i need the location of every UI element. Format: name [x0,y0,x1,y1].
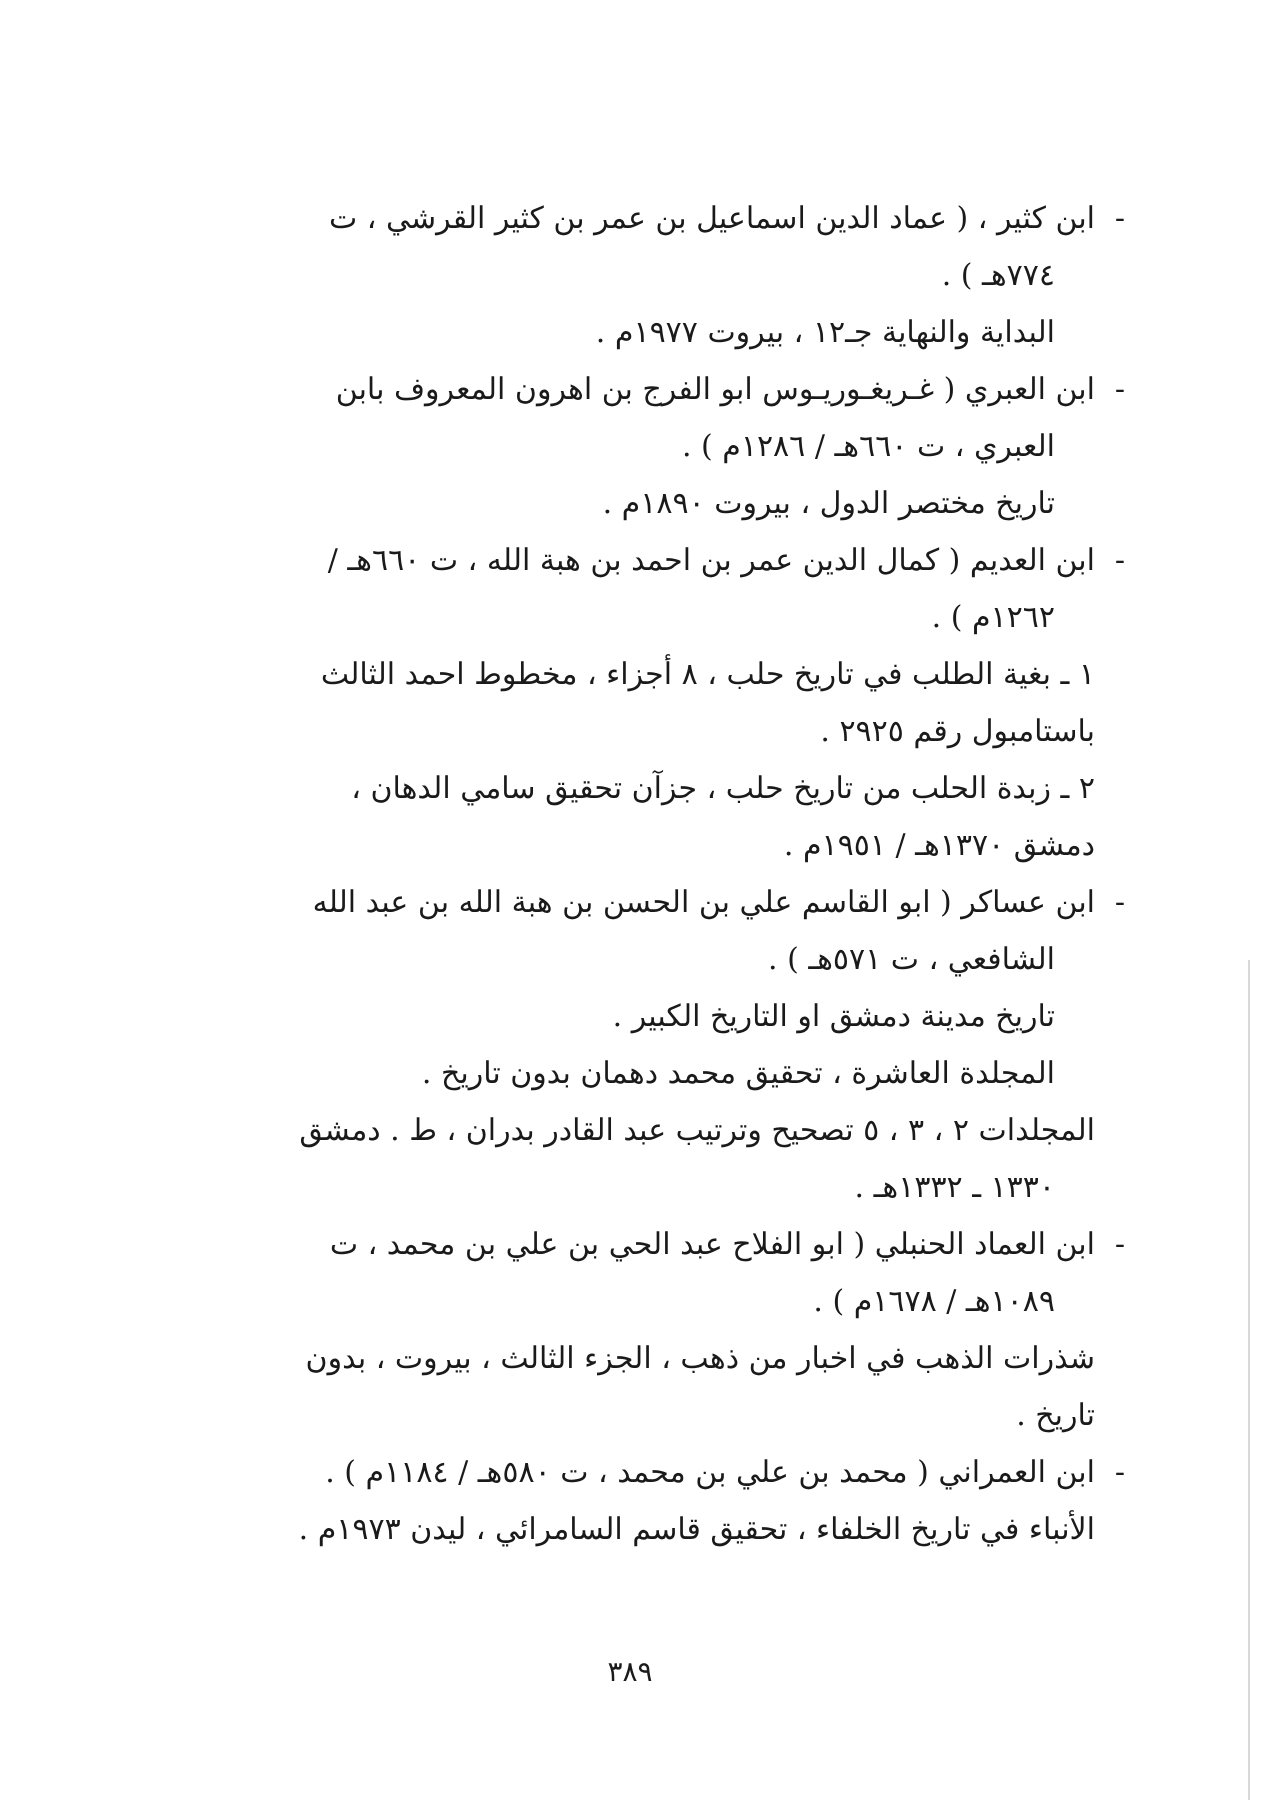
bibliography-line [190,1501,1095,1558]
bibliography-line [190,475,1095,532]
line-text: الشافعي ، ت ٥٧١هـ ) . [768,942,1055,977]
line-text: ٢ ـ زبدة الحلب من تاريخ حلب ، جزآن تحقيق سامي الدهان ، [351,771,1095,806]
line-text: ١٠٨٩هـ / ١٦٧٨م ) . [813,1284,1055,1319]
bibliography-line [190,1387,1095,1444]
bibliography-line [190,760,1095,817]
bibliography-line [190,304,1095,361]
bibliography-line [190,589,1095,646]
line-text: ابن عساكر ( ابو القاسم علي بن الحسن بن هبة الله بن عبد الله [312,885,1095,920]
bibliography-list [190,190,1125,1558]
line-text: تاريخ . [1016,1398,1095,1433]
line-text: المجلدات ٢ ، ٣ ، ٥ تصحيح وترتيب عبد القادر بدران ، ط . دمشق [299,1113,1095,1148]
entry-dash: - [1114,1455,1125,1490]
line-text: العبري ، ت ٦٦٠هـ / ١٢٨٦م ) . [681,429,1055,464]
scan-edge-shadow [1248,960,1250,1800]
bibliography-line [190,703,1095,760]
bibliography-line [190,1045,1095,1102]
bibliography-line [190,361,1125,418]
line-text: تاريخ مختصر الدول ، بيروت ١٨٩٠م . [602,486,1055,521]
entry-dash: - [1114,372,1125,407]
line-text: ١٣٣٠ ـ ١٣٣٢هـ . [854,1170,1055,1205]
bibliography-line [190,247,1095,304]
line-text: ٧٧٤هـ ) . [941,258,1055,293]
line-text: البداية والنهاية جـ١٢ ، بيروت ١٩٧٧م . [595,315,1055,350]
bibliography-line [190,1444,1125,1501]
bibliography-line [190,190,1125,247]
bibliography-line [190,1102,1095,1159]
entry-dash: - [1114,885,1125,920]
bibliography-line [190,874,1125,931]
page-number: ٣٨٩ [607,1655,653,1688]
line-text: تاريخ مدينة دمشق او التاريخ الكبير . [612,999,1055,1034]
bibliography-line [190,532,1125,589]
line-text: الأنباء في تاريخ الخلفاء ، تحقيق قاسم السامرائي ، ليدن ١٩٧٣م . [298,1512,1095,1547]
line-text: ١٢٦٢م ) . [931,600,1055,635]
line-text: باستامبول رقم ٢٩٢٥ . [820,714,1095,749]
bibliography-line [190,817,1095,874]
bibliography-line [190,646,1095,703]
line-text: ابن العديم ( كمال الدين عمر بن احمد بن هبة الله ، ت ٦٦٠هـ / [327,543,1095,578]
line-text: شذرات الذهب في اخبار من ذهب ، الجزء الثالث ، بيروت ، بدون [305,1341,1095,1376]
entry-dash: - [1114,201,1125,236]
bibliography-line [190,988,1095,1045]
bibliography-line [190,1159,1095,1216]
line-text: ابن العماد الحنبلي ( ابو الفلاح عبد الحي بن علي بن محمد ، ت [329,1227,1095,1262]
bibliography-line [190,931,1095,988]
line-text: ابن العمراني ( محمد بن علي بن محمد ، ت ٥٨٠هـ / ١١٨٤م ) . [325,1455,1095,1490]
line-text: ابن كثير ، ( عماد الدين اسماعيل بن عمر بن كثير القرشي ، ت [329,201,1095,236]
line-text: ١ ـ بغية الطلب في تاريخ حلب ، ٨ أجزاء ، مخطوط احمد الثالث [320,657,1095,692]
bibliography-line [190,1216,1125,1273]
entry-dash: - [1114,1227,1125,1262]
bibliography-line [190,1330,1095,1387]
line-text: المجلدة العاشرة ، تحقيق محمد دهمان بدون تاريخ . [421,1056,1055,1091]
bibliography-line [190,418,1095,475]
bibliography-line [190,1273,1095,1330]
line-text: ابن العبري ( غـريغـوريـوس ابو الفرج بن اهرون المعروف بابن [335,372,1095,407]
entry-dash: - [1114,543,1125,578]
line-text: دمشق ١٣٧٠هـ / ١٩٥١م . [783,828,1095,863]
